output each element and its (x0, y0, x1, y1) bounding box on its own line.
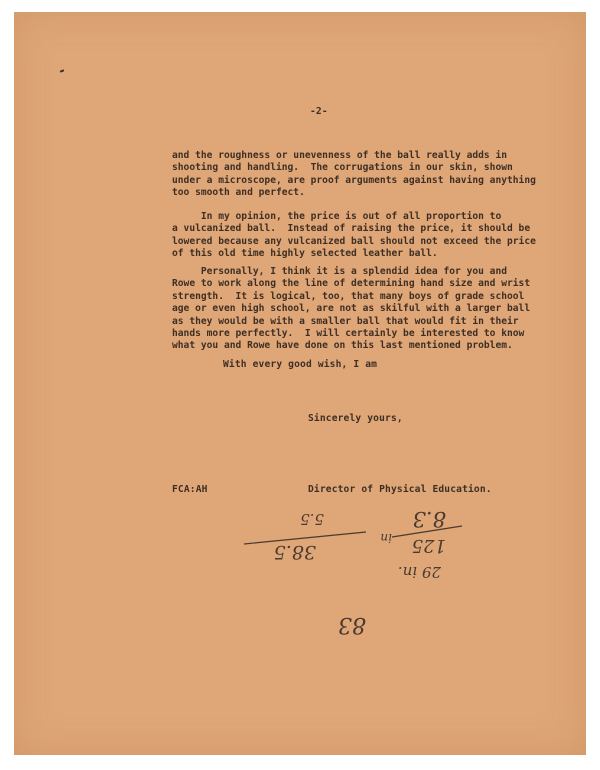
paragraph-line: too smooth and perfect. (172, 187, 305, 199)
paragraph-line: as they would be with a smaller ball that would fit in their (172, 315, 519, 327)
paragraph-line: strength. It is logical, too, that many boys of grade school (172, 290, 525, 302)
paragraph-line: a vulcanized ball. Instead of raising the price, it should be (172, 223, 531, 235)
page-number: -2- (310, 106, 328, 117)
closing-line: With every good wish, I am (223, 359, 378, 370)
pencil-note-left-upper: 5.5 (300, 510, 324, 528)
paragraph-line: under a microscope, are proof arguments against having anything (172, 174, 536, 186)
paragraph-line: In my opinion, the price is out of all proportion to (172, 211, 502, 222)
paragraph-line: shooting and handling. The corrugations in our skin, shown (172, 162, 513, 174)
pencil-notes (14, 12, 586, 755)
paragraph-line: and the roughness or unevenness of the ball really adds in (172, 150, 508, 161)
paragraph-line: hands more perfectly. I will certainly be interested to know (172, 327, 525, 339)
pencil-note-right-lower: 29 in. (397, 563, 441, 581)
signoff: Sincerely yours, (308, 413, 403, 424)
pencil-note-right-middle: 125 (411, 535, 446, 556)
paragraph-line: lowered because any vulcanized ball should not exceed the price (172, 235, 536, 247)
pencil-note-right-top: 8.3 (412, 507, 446, 531)
paragraph-line: age or even high school, are not as skilful with a larger ball (172, 303, 531, 315)
letter-page (14, 12, 586, 755)
signature-title: Director of Physical Education. (308, 484, 492, 495)
paragraph-line: what you and Rowe have done on this last mentioned problem. (172, 340, 513, 352)
paragraph-line: of this old time highly selected leather ball. (172, 248, 438, 260)
reference-initials: FCA:AH (172, 484, 208, 495)
pencil-note-bottom: 83 (338, 612, 366, 637)
paragraph-line: Personally, I think it is a splendid idea for you and (172, 266, 508, 277)
pencil-note-left-lower: 38.5 (273, 541, 316, 563)
paragraph-line: Rowe to work along the line of determining hand size and wrist (172, 278, 531, 290)
pencil-note-right-mark: in (380, 531, 392, 545)
